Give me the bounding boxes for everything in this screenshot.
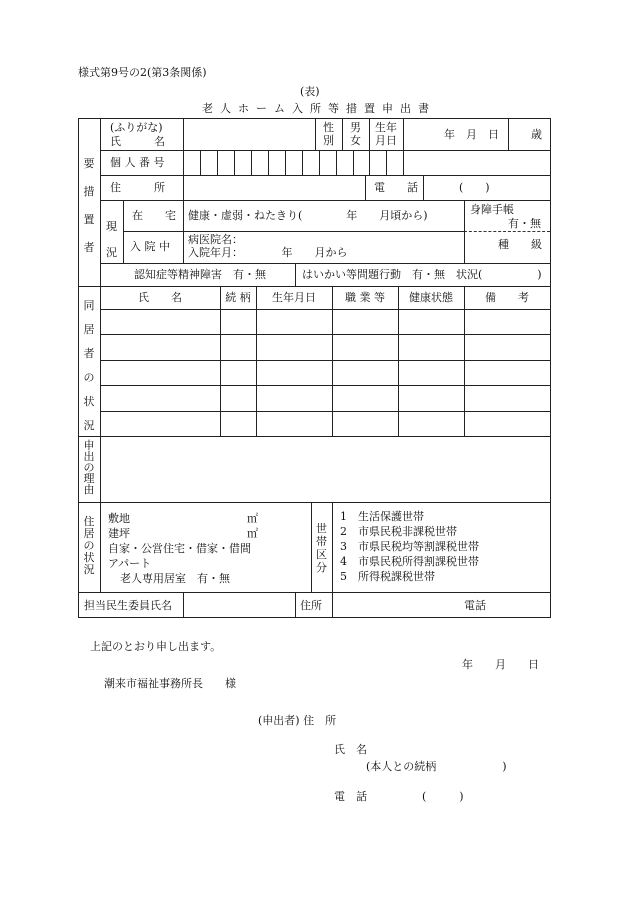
col-name: 氏 名	[138, 291, 182, 304]
unit-floor: ㎡	[247, 527, 258, 540]
label-jukyo: 住 居 の 状 況	[83, 515, 95, 576]
housing-senior-room: 老人専用居室 有・無	[120, 572, 230, 585]
unit-land: ㎡	[247, 512, 258, 525]
col-health: 健康状態	[409, 291, 453, 304]
col-relation: 続 柄	[225, 291, 251, 304]
addressee: 潮来市福祉事務所長 様	[104, 677, 236, 690]
disability-label: 身障手帳	[470, 203, 514, 216]
birth-label: 生年 月日	[375, 121, 397, 147]
label-genkyo: 現 況	[106, 220, 117, 259]
label-setai: 世 帯 区 分	[316, 522, 327, 574]
grade-label: 種 級	[498, 238, 542, 251]
form-title: 老人ホーム入所等措置申出書	[202, 102, 436, 115]
col-occupation: 職 業 等	[345, 291, 385, 304]
sex-label: 性 別	[323, 121, 334, 147]
male-female-choice: 男 女	[350, 121, 361, 147]
hospital-name: 病医院名：	[188, 233, 243, 246]
label-moushide: 申 出 の 理 由	[83, 439, 95, 496]
officer-label: 担当民生委員氏名	[84, 599, 172, 612]
home-status-text: 健康・虚弱・ねたきり( 年 月頃から)	[188, 209, 428, 222]
applicant-name-label: 氏 名	[334, 743, 367, 756]
officer-phone-label: 電話	[464, 599, 486, 612]
personal-number-label: 個 人 番 号	[110, 156, 165, 169]
age-suffix: 歳	[531, 128, 542, 141]
setai-option-4: 4 市県民税所得割課税世帯	[340, 555, 479, 568]
hospital-date: 入院年月： 年 月から	[188, 246, 348, 259]
housing-apartment: アパート	[108, 557, 152, 570]
application-form	[78, 118, 551, 618]
setai-option-3: 3 市県民税均等割課税世帯	[340, 540, 479, 553]
setai-option-2: 2 市県民税非課税世帯	[340, 525, 457, 538]
phone-paren: ( )	[459, 181, 490, 194]
furigana-label: (ふりがな)	[110, 121, 163, 134]
side-label: (表)	[300, 85, 320, 98]
dementia-row: 認知症等精神障害 有・無	[134, 268, 266, 281]
housing-land: 敷地	[108, 512, 130, 525]
birth-date-placeholder: 年 月 日	[444, 128, 499, 141]
home-label: 在 宅	[132, 209, 176, 222]
applicant-address-label: (申出者) 住 所	[258, 714, 337, 727]
name-label: 氏 名	[110, 135, 165, 148]
form-number: 様式第9号の2(第3条関係)	[78, 66, 207, 79]
housing-type: 自家・公営住宅・借家・借間	[108, 542, 251, 555]
label-doukyo: 同 居 者 の 状 況	[83, 299, 95, 432]
address-label: 住 所	[110, 181, 165, 194]
submission-date: 年 月 日	[462, 658, 539, 671]
housing-floor: 建坪	[108, 527, 130, 540]
hospital-label: 入 院 中	[130, 240, 170, 253]
relation-label: (本人との続柄 )	[366, 760, 507, 773]
col-birthdate: 生年月日	[272, 291, 316, 304]
disability-choice: 有・無	[508, 217, 541, 230]
officer-address-label: 住所	[300, 599, 322, 612]
label-youso: 要 措 置 者	[83, 157, 95, 254]
setai-option-5: 5 所得税課税世帯	[340, 570, 435, 583]
statement: 上記のとおり申し出ます。	[90, 640, 222, 653]
col-remarks: 備 考	[485, 291, 529, 304]
applicant-phone-label: 電 話 ( )	[334, 790, 464, 803]
setai-option-1: 1 生活保護世帯	[340, 510, 424, 523]
phone-label: 電 話	[374, 181, 418, 194]
wander-row: はいかい等問題行動 有・無 状況( )	[302, 268, 542, 281]
